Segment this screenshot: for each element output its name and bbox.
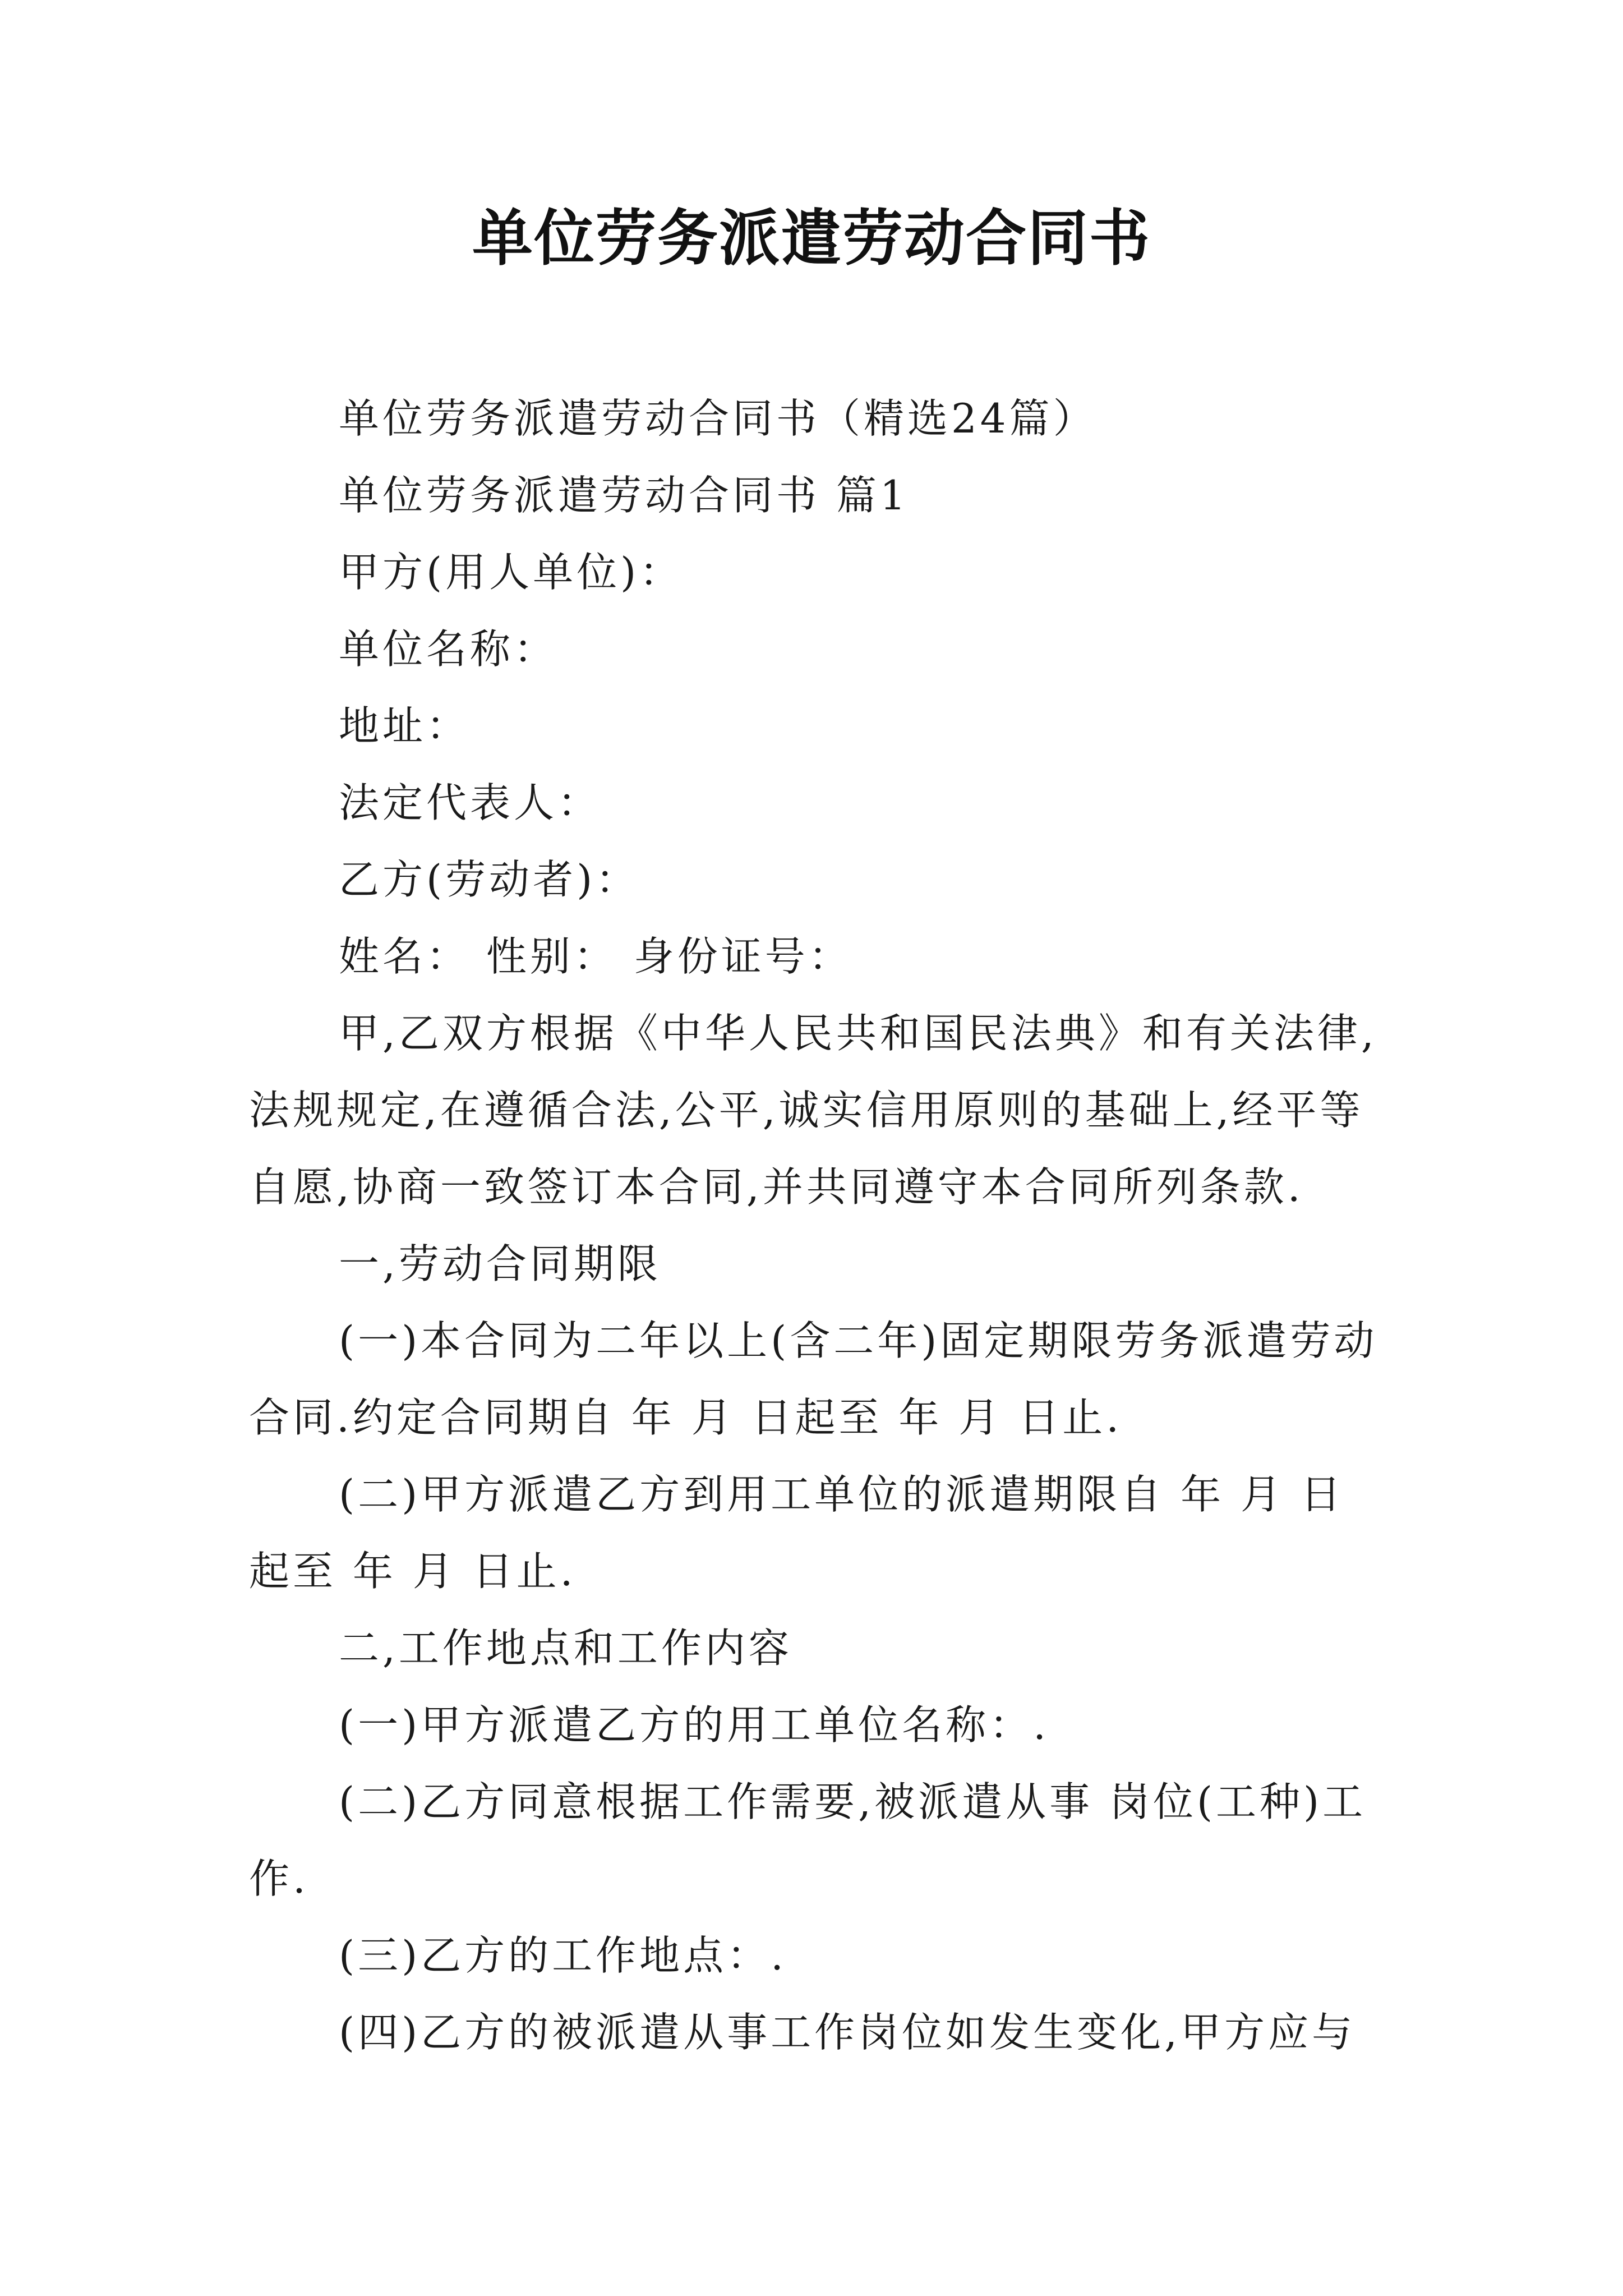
paragraph-article-2-item-2: (二)乙方同意根据工作需要,被派遣从事 岗位(工种)工作. (249, 1778, 1367, 1902)
paragraph-article-2-item-1: (一)甲方派遣乙方的用工单位名称：. (339, 1701, 1050, 1749)
paragraph-article-1-heading: 一,劳动合同期限 (339, 1240, 661, 1287)
paragraph-party-a: 甲方(用人单位)： (339, 549, 684, 596)
paragraph-article-2-item-3: (三)乙方的工作地点：. (339, 1932, 787, 1979)
paragraph-unit-name: 单位名称： (339, 625, 558, 673)
document-title: 单位劳务派遣劳动合同书 (472, 203, 1151, 274)
paragraph-worker-info: 姓名： 性别： 身份证号： (339, 933, 852, 980)
paragraph-article-2-item-4: (四)乙方的被派遣从事工作岗位如发生变化,甲方应与 (339, 2009, 1356, 2056)
paragraph-party-b: 乙方(劳动者)： (339, 856, 640, 903)
paragraph-address: 地址： (339, 702, 471, 749)
paragraph-subtitle: 单位劳务派遣劳动合同书（精选24篇） (339, 395, 1097, 442)
paragraph-legal-rep: 法定代表人： (339, 779, 602, 826)
paragraph-article-1-item-1: (一)本合同为二年以上(含二年)固定期限劳务派遣劳动合同.约定合同期自 年 月 日起至 年 月 日止. (249, 1317, 1378, 1441)
paragraph-preamble: 甲,乙双方根据《中华人民共和国民法典》和有关法律,法规规定,在遵循合法,公平,诚实信用原则的基础上,经平等自愿,协商一致签订本合同,并共同遵守本合同所列条款. (249, 1010, 1377, 1211)
paragraph-article-1-item-2: (二)甲方派遣乙方到用工单位的派遣期限自 年 月 日起至 年 月 日止. (249, 1471, 1344, 1595)
paragraph-section-heading: 单位劳务派遣劳动合同书 篇1 (339, 472, 909, 519)
document-body (249, 380, 1387, 2071)
paragraph-article-2-heading: 二,工作地点和工作内容 (339, 1625, 792, 1672)
